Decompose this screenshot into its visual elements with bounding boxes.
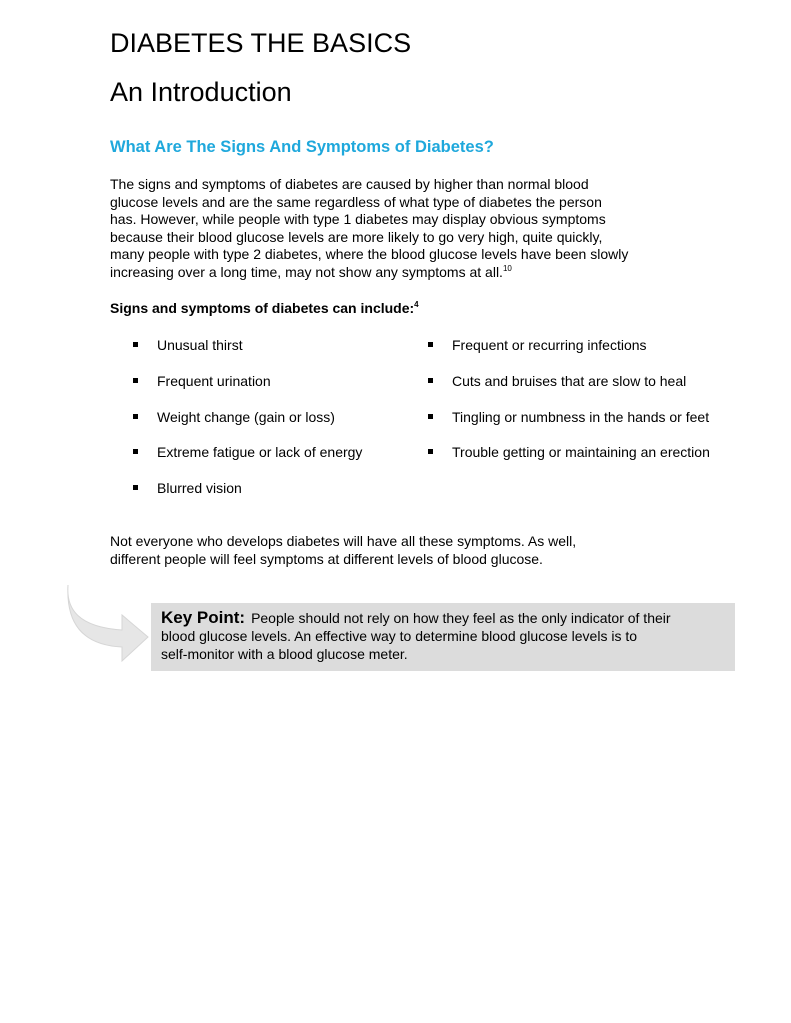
closing-line: Not everyone who develops diabetes will have all these symptoms. As well,	[110, 533, 577, 549]
square-bullet-icon	[428, 449, 433, 454]
key-point-line: blood glucose levels. An effective way to determine blood glucose levels is to	[161, 628, 638, 644]
document-subtitle: An Introduction	[110, 77, 292, 107]
intro-paragraph	[110, 176, 710, 282]
list-item-text: Trouble getting or maintaining an erection	[452, 444, 710, 461]
square-bullet-icon	[133, 449, 138, 454]
key-point-text	[161, 609, 731, 663]
key-point-line-text: People should not rely on how they feel as the only indicator of their	[251, 610, 671, 626]
list-item	[428, 407, 758, 443]
closing-line: different people will feel symptoms at different levels of blood glucose.	[110, 550, 543, 567]
list-item	[133, 442, 413, 478]
symptoms-list-heading	[110, 298, 419, 318]
intro-line: because their blood glucose levels are more likely to go very high, quite quickly,	[110, 228, 603, 245]
square-bullet-icon	[133, 485, 138, 490]
list-item-text: Unusual thirst	[157, 337, 243, 353]
list-item	[133, 335, 413, 371]
list-item	[428, 335, 758, 371]
square-bullet-icon	[133, 342, 138, 347]
symptoms-list-heading-text: Signs and symptoms of diabetes can include:	[110, 300, 415, 316]
square-bullet-icon	[428, 414, 433, 419]
list-item-text: Frequent urination	[157, 372, 271, 389]
list-item-text: Blurred vision	[157, 480, 242, 496]
square-bullet-icon	[428, 342, 433, 347]
square-bullet-icon	[133, 414, 138, 419]
section-heading: What Are The Signs And Symptoms of Diabetes?	[110, 138, 494, 156]
list-item	[133, 478, 413, 514]
key-point-callout	[151, 603, 735, 671]
key-point-line: self-monitor with a blood glucose meter.	[161, 646, 408, 662]
symptoms-list-right	[428, 335, 758, 478]
list-item	[428, 442, 758, 478]
list-item-text: Cuts and bruises that are slow to heal	[452, 372, 687, 389]
list-item	[133, 371, 413, 407]
square-bullet-icon	[133, 378, 138, 383]
key-point-label: Key Point:	[161, 608, 246, 627]
list-item-text: Weight change (gain or loss)	[157, 408, 335, 425]
square-bullet-icon	[428, 378, 433, 383]
list-item	[428, 371, 758, 407]
intro-line-last	[110, 264, 710, 282]
intro-line: The signs and symptoms of diabetes are caused by higher than normal blood	[110, 176, 589, 192]
list-item-text: Tingling or numbness in the hands or feet	[452, 408, 710, 425]
closing-paragraph	[110, 533, 710, 568]
list-item	[133, 407, 413, 443]
document-title: DIABETES THE BASICS	[110, 28, 412, 58]
list-item-text: Frequent or recurring infections	[452, 337, 647, 353]
key-point-first-line	[161, 609, 731, 627]
list-item-text: Extreme fatigue or lack of energy	[157, 444, 363, 461]
intro-line: has. However, while people with type 1 diabetes may display obvious symptoms	[110, 211, 606, 228]
intro-line: many people with type 2 diabetes, where the blood glucose levels have been slowly	[110, 246, 629, 263]
intro-line-text: increasing over a long time, may not show any symptoms at all.	[110, 263, 503, 280]
footnote-reference: 10	[502, 263, 512, 273]
intro-line: glucose levels and are the same regardless of what type of diabetes the person	[110, 193, 602, 210]
curved-arrow-icon	[64, 583, 156, 665]
footnote-reference: 4	[414, 300, 419, 309]
symptoms-list-left	[133, 335, 413, 514]
